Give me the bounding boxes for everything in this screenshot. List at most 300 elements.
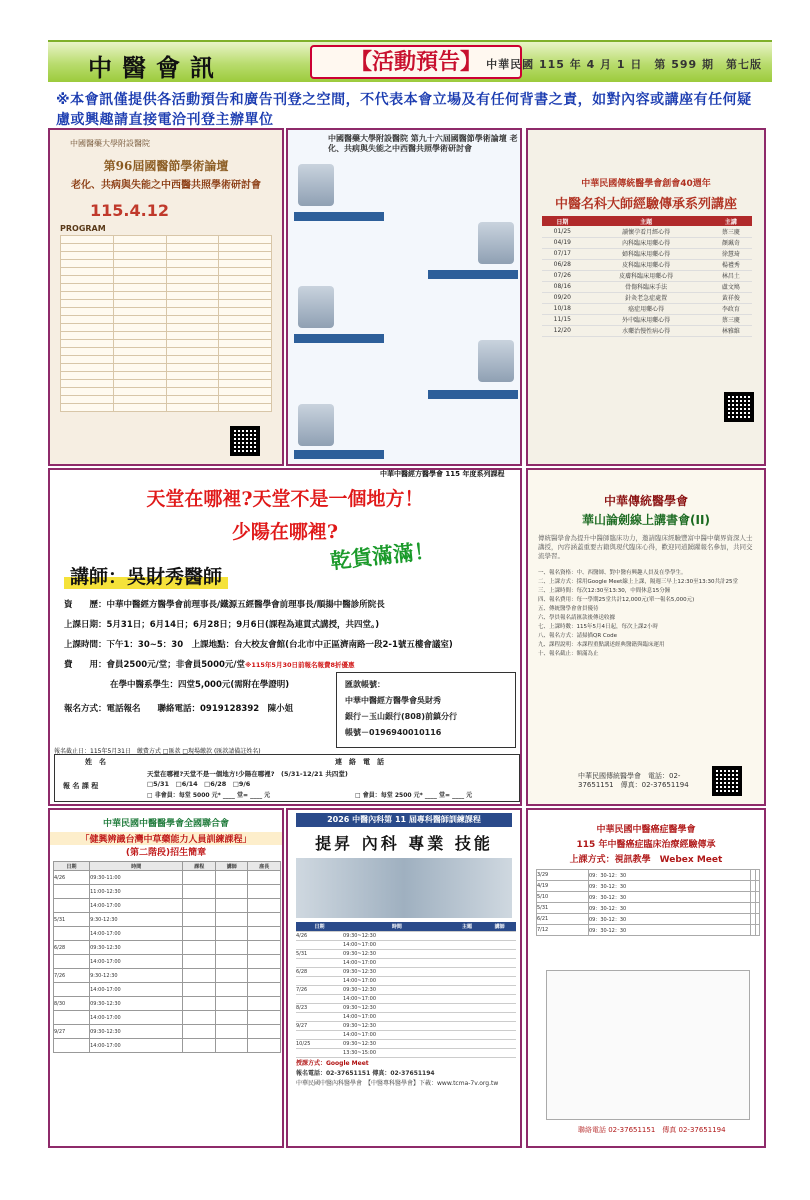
- row-date: 5/31: [296, 949, 343, 958]
- col-header: 日期: [296, 922, 343, 931]
- speaker-photo: [298, 164, 334, 206]
- table-cell: [113, 324, 166, 332]
- table-row: [296, 1048, 516, 1057]
- table-row: [54, 927, 281, 941]
- row-time: 14:00-17:00: [90, 899, 183, 913]
- table-cell: [451, 949, 484, 958]
- row-time: 09：30-12：30: [588, 892, 751, 903]
- ad-online-reading[interactable]: [526, 468, 766, 806]
- row-date: 12/20: [542, 325, 583, 336]
- table-cell: [215, 983, 248, 997]
- table-row: [61, 364, 272, 372]
- row-date: [296, 958, 343, 967]
- instructors-photo: [296, 858, 512, 918]
- table-row: [542, 325, 752, 336]
- table-cell: [166, 372, 219, 380]
- course-banner: 2026 中醫內科第 11 屆專科醫師訓練課程: [296, 813, 512, 827]
- table-row: [296, 931, 516, 940]
- col-date: 日期: [542, 216, 583, 226]
- bank-account-box: [336, 672, 516, 748]
- association-name: 中華傳統醫學會: [603, 494, 688, 508]
- table-row: [54, 969, 281, 983]
- table-row: [54, 913, 281, 927]
- table-row: [542, 281, 752, 292]
- table-cell: [183, 941, 216, 955]
- form-phone-label: 連 絡 電 話: [335, 758, 384, 766]
- table-cell: [219, 332, 272, 340]
- table-cell: [219, 348, 272, 356]
- row-date: [54, 927, 90, 941]
- training-subtitle: (第二階段)招生簡章: [125, 848, 207, 858]
- row-time: 09:30~12:30: [343, 949, 451, 958]
- table-cell: [219, 316, 272, 324]
- cancer-footer: 聯絡電話 02-37651151 傳真 02-37651194: [578, 1126, 726, 1134]
- row-speaker: 李政育: [710, 303, 752, 314]
- form-member-fee[interactable]: □ 會員：每堂 2500 元* ____ 堂= ____ 元: [355, 792, 473, 799]
- row-speaker: 楊禮秀: [710, 259, 752, 270]
- row-date: 9/27: [296, 1021, 343, 1030]
- row-speaker: 黃祥俊: [710, 292, 752, 303]
- table-row: [61, 276, 272, 284]
- table-cell: [61, 388, 114, 396]
- table-cell: [61, 260, 114, 268]
- speakers-heading: 中國醫藥大學附設醫院 第九十六屆國醫節學術論壇 老化、共病與失能之中西醫共照學術研討會: [328, 134, 518, 153]
- row-date: 6/28: [54, 941, 90, 955]
- row-time: 14:00~17:00: [343, 976, 451, 985]
- row-date: 3/29: [537, 870, 589, 881]
- table-cell: [166, 252, 219, 260]
- table-cell: [183, 997, 216, 1011]
- table-cell: [166, 300, 219, 308]
- fee-text: 費 用：會員2500元/堂；非會員5000元/堂: [64, 660, 246, 670]
- table-cell: [113, 388, 166, 396]
- table-cell: [166, 356, 219, 364]
- table-cell: [166, 340, 219, 348]
- lecture-series-org: 中華民國傳統醫學會創會40週年: [581, 179, 711, 189]
- row-date: [54, 885, 90, 899]
- table-row: [54, 1039, 281, 1053]
- account-number: 帳號－0196940010116: [345, 728, 442, 737]
- row-date: 5/10: [537, 892, 589, 903]
- row-time: 14:00-17:00: [90, 1011, 183, 1025]
- table-cell: [215, 941, 248, 955]
- table-cell: [166, 284, 219, 292]
- table-row: [61, 300, 272, 308]
- cancer-schedule-table: [536, 869, 760, 936]
- table-cell: [113, 316, 166, 324]
- col-header: 時間: [343, 922, 451, 931]
- table-cell: [451, 994, 484, 1003]
- table-cell: [219, 388, 272, 396]
- table-cell: [166, 404, 219, 412]
- table-cell: [248, 899, 281, 913]
- table-cell: [166, 244, 219, 252]
- table-cell: [113, 236, 166, 244]
- row-time: 11:00-12:30: [90, 885, 183, 899]
- table-row: [537, 892, 760, 903]
- table-row: [61, 380, 272, 388]
- table-cell: [248, 969, 281, 983]
- row-speaker: 林雅維: [710, 325, 752, 336]
- table-cell: [113, 252, 166, 260]
- table-cell: [755, 925, 759, 936]
- form-date-checkboxes[interactable]: □5/31 □6/14 □6/28 □9/6: [147, 780, 251, 788]
- table-cell: [166, 396, 219, 404]
- table-cell: [451, 1030, 484, 1039]
- table-cell: [219, 372, 272, 380]
- table-cell: [166, 268, 219, 276]
- form-nonmember-fee[interactable]: □ 非會員：每堂 5000 元* ____ 堂= ____ 元: [147, 792, 271, 799]
- table-cell: [113, 284, 166, 292]
- row-time: 09:30~12:30: [343, 1021, 451, 1030]
- table-cell: [166, 308, 219, 316]
- table-row: [296, 985, 516, 994]
- detail-line: 三、上課時間：每次12:30至13:30，中間休息15分鐘: [538, 588, 671, 594]
- ad-internal-medicine[interactable]: [286, 808, 522, 1148]
- row-date: 9/27: [54, 1025, 90, 1039]
- speaker-photo: [478, 222, 514, 264]
- table-row: [61, 340, 272, 348]
- table-row: [542, 226, 752, 237]
- table-cell: [183, 969, 216, 983]
- table-cell: [183, 1011, 216, 1025]
- table-row: [54, 997, 281, 1011]
- row-date: [54, 1039, 90, 1053]
- table-cell: [113, 356, 166, 364]
- table-cell: [61, 252, 114, 260]
- row-time: 14:00~17:00: [343, 994, 451, 1003]
- table-cell: [483, 985, 516, 994]
- table-row: [61, 252, 272, 260]
- row-date: 4/26: [54, 871, 90, 885]
- table-cell: [183, 871, 216, 885]
- table-row: [296, 994, 516, 1003]
- ad-herb-training[interactable]: [48, 808, 284, 1148]
- table-row: [61, 372, 272, 380]
- row-time: 09:30~12:30: [343, 1003, 451, 1012]
- qr-code-icon: [724, 392, 754, 422]
- table-cell: [113, 276, 166, 284]
- reading-details: [538, 569, 756, 659]
- table-cell: [219, 396, 272, 404]
- row-date: 6/21: [537, 914, 589, 925]
- speaker-caption-bar: [428, 390, 518, 399]
- form-course-label: 報 名 課 程: [63, 782, 99, 790]
- table-cell: [61, 340, 114, 348]
- table-row: [54, 871, 281, 885]
- registration-form[interactable]: [54, 754, 520, 802]
- table-cell: [113, 340, 166, 348]
- row-date: 5/31: [54, 913, 90, 927]
- table-cell: [183, 927, 216, 941]
- table-row: [61, 268, 272, 276]
- registration-deadline: 報名截止日：115年5月31日 繳費方式 □匯款 □現場繳款 (匯款請備註姓名): [54, 748, 261, 755]
- row-topic: 癌症用藥心得: [583, 303, 710, 314]
- row-topic: 讀懷孕看月經心得: [583, 226, 710, 237]
- series-label: 中華中醫經方醫學會 115 年度系列課程: [380, 470, 505, 478]
- row-time: 9:30-12:30: [90, 969, 183, 983]
- row-time: 14:00~17:00: [343, 1030, 451, 1039]
- table-cell: [166, 364, 219, 372]
- table-cell: [166, 316, 219, 324]
- row-topic: 內科臨床用藥心得: [583, 237, 710, 248]
- table-cell: [451, 1048, 484, 1057]
- table-row: [61, 284, 272, 292]
- table-cell: [215, 913, 248, 927]
- table-cell: [248, 913, 281, 927]
- row-time: 09：30-12：30: [588, 881, 751, 892]
- table-cell: [183, 1025, 216, 1039]
- table-cell: [451, 1012, 484, 1021]
- row-date: 7/26: [54, 969, 90, 983]
- course-headline-2: 少陽在哪裡?: [231, 521, 339, 543]
- row-speaker: 徐慧琦: [710, 248, 752, 259]
- col-header: 主題: [451, 922, 484, 931]
- table-cell: [183, 899, 216, 913]
- class-dates: 上課日期：5月31日；6月14日；6月28日；9月6日(課程為連貫式講授，共四堂。): [64, 620, 380, 630]
- table-cell: [215, 1011, 248, 1025]
- conference-date: 115.4.12: [90, 201, 169, 220]
- row-date: [54, 983, 90, 997]
- table-cell: [219, 404, 272, 412]
- table-cell: [755, 914, 759, 925]
- table-row: [61, 236, 272, 244]
- hospital-name: 中國醫藥大學附設醫院: [70, 139, 150, 148]
- table-cell: [61, 364, 114, 372]
- detail-line: 十、報名截止：額滿為止: [538, 651, 599, 657]
- table-cell: [113, 372, 166, 380]
- table-cell: [166, 292, 219, 300]
- table-cell: [113, 380, 166, 388]
- table-cell: [113, 404, 166, 412]
- fee-note: ※115年5月30日前報名報費8折優惠: [245, 661, 355, 669]
- masthead: [48, 40, 772, 82]
- table-cell: [61, 292, 114, 300]
- table-row: [296, 949, 516, 958]
- row-date: 4/26: [296, 931, 343, 940]
- row-date: [296, 976, 343, 985]
- detail-line: 六、學員報名請匯款後傳送收據: [538, 615, 616, 621]
- table-cell: [166, 236, 219, 244]
- table-cell: [248, 885, 281, 899]
- ad-cancer-course[interactable]: [526, 808, 766, 1148]
- speaker-caption-bar: [428, 270, 518, 279]
- row-time: 9:30-12:30: [90, 913, 183, 927]
- table-cell: [451, 976, 484, 985]
- table-row: [61, 356, 272, 364]
- row-date: 09/20: [542, 292, 583, 303]
- table-cell: [215, 899, 248, 913]
- row-time: 14:00-17:00: [90, 1039, 183, 1053]
- cancer-method: 上課方式：視訊教學 Webex Meet: [569, 855, 723, 865]
- table-cell: [166, 348, 219, 356]
- row-topic: 水藥治慢性病心得: [583, 325, 710, 336]
- row-time: 09:30-12:30: [90, 1025, 183, 1039]
- row-speaker: 盧文鳩: [710, 281, 752, 292]
- table-cell: [219, 324, 272, 332]
- disclaimer: ※本會訊僅提供各活動預告和廣告刊登之空間，不代表本會立場及有任何背書之責，如對內容或講座有任何疑慮或興趣請直接電洽刊登主辦單位: [56, 92, 752, 128]
- table-cell: [219, 244, 272, 252]
- row-date: 07/26: [542, 270, 583, 281]
- table-row: [296, 1003, 516, 1012]
- table-cell: [483, 976, 516, 985]
- training-title: 「健興辨識台灣中草藥能力人員訓練課程」: [50, 832, 282, 845]
- table-cell: [219, 300, 272, 308]
- table-cell: [219, 380, 272, 388]
- row-time: 09：30-12：30: [588, 903, 751, 914]
- table-cell: [248, 1011, 281, 1025]
- table-row: [61, 348, 272, 356]
- table-cell: [483, 949, 516, 958]
- table-row: [54, 885, 281, 899]
- table-row: [542, 270, 752, 281]
- table-cell: [755, 892, 759, 903]
- col-header: 講師: [483, 922, 516, 931]
- table-cell: [183, 983, 216, 997]
- table-cell: [215, 955, 248, 969]
- table-cell: [215, 927, 248, 941]
- table-cell: [248, 941, 281, 955]
- table-row: [61, 260, 272, 268]
- course-slogan: 提昇 內科 專業 技能: [315, 834, 493, 853]
- table-row: [61, 324, 272, 332]
- table-row: [296, 976, 516, 985]
- table-row: [54, 983, 281, 997]
- account-bank: 銀行－玉山銀行(808)前鎮分行: [345, 712, 458, 721]
- row-time: 09:30-12:30: [90, 997, 183, 1011]
- col-topic: 主題: [583, 216, 710, 226]
- table-cell: [483, 1012, 516, 1021]
- row-date: [54, 955, 90, 969]
- table-cell: [219, 340, 272, 348]
- table-cell: [61, 268, 114, 276]
- cancer-title: 115 年中醫癌症臨床治療經驗傳承: [576, 840, 716, 850]
- row-topic: 皮膚科臨床用藥心得: [583, 270, 710, 281]
- row-date: 7/26: [296, 985, 343, 994]
- row-date: 04/19: [542, 237, 583, 248]
- fee: [64, 658, 355, 670]
- detail-line: 九、課程說明：本課程重點講述經典醫籍與臨床運用: [538, 642, 665, 648]
- table-cell: [113, 364, 166, 372]
- row-date: [54, 899, 90, 913]
- cancer-registration-form[interactable]: [546, 970, 750, 1120]
- row-time: 14:00-17:00: [90, 955, 183, 969]
- table-row: [542, 303, 752, 314]
- table-cell: [215, 885, 248, 899]
- lecturer-resume: 資 歷：中華中醫經方醫學會前理事長/鐵源五經醫學會前理事長/順揚中醫診所院長: [64, 600, 385, 610]
- row-time: 09：30-12：30: [588, 914, 751, 925]
- conference-title: 第96屆國醫節學術論壇: [103, 159, 229, 173]
- table-cell: [483, 958, 516, 967]
- table-cell: [113, 396, 166, 404]
- training-table: [53, 861, 281, 1053]
- table-cell: [215, 871, 248, 885]
- table-cell: [61, 380, 114, 388]
- table-row: [61, 292, 272, 300]
- newsletter-title: 中醫會訊: [88, 53, 224, 82]
- table-cell: [483, 1039, 516, 1048]
- row-speaker: 蔡三慶: [710, 314, 752, 325]
- detail-line: 五、傳統醫學會會員優待: [538, 606, 599, 612]
- table-cell: [166, 332, 219, 340]
- row-time: 14:00~17:00: [343, 1012, 451, 1021]
- detail-line: 七、上課時數：115年5月4日起，每次上課2小時: [538, 624, 658, 630]
- reading-title: 華山論劍線上講書會(II): [582, 513, 710, 527]
- table-cell: [483, 1030, 516, 1039]
- ad-course-heaven[interactable]: [48, 468, 522, 806]
- table-cell: [248, 955, 281, 969]
- speaker-caption-bar: [294, 334, 384, 343]
- form-course-title: 天堂在哪裡?天堂不是一個地方!少陽在哪裡? (5/31-12/21 共四堂): [147, 770, 348, 778]
- table-row: [542, 237, 752, 248]
- table-cell: [166, 388, 219, 396]
- ad-lecture-series[interactable]: [526, 128, 766, 466]
- training-org: 中華民國中醫醫學會全國聯合會: [102, 819, 229, 829]
- table-cell: [61, 316, 114, 324]
- table-cell: [61, 276, 114, 284]
- row-date: [296, 1012, 343, 1021]
- table-cell: [61, 324, 114, 332]
- row-time: 09：30-12：30: [588, 870, 751, 881]
- row-speaker: 林昌土: [710, 270, 752, 281]
- table-cell: [61, 300, 114, 308]
- table-cell: [248, 927, 281, 941]
- table-cell: [219, 308, 272, 316]
- ad-speakers-panel[interactable]: [286, 128, 522, 466]
- row-time: 09:30~12:30: [343, 1039, 451, 1048]
- table-cell: [219, 252, 272, 260]
- row-time: 13:30~15:00: [343, 1048, 451, 1057]
- lecture-schedule-table: [542, 216, 752, 337]
- table-row: [537, 870, 760, 881]
- row-topic: 皮科臨床用藥心得: [583, 259, 710, 270]
- speaker-photo: [478, 340, 514, 382]
- table-row: [61, 308, 272, 316]
- row-time: 09:30~12:30: [343, 967, 451, 976]
- table-cell: [451, 958, 484, 967]
- slogan: 乾貨滿滿！: [329, 537, 437, 574]
- table-row: [54, 941, 281, 955]
- table-cell: [248, 983, 281, 997]
- col-speaker: 主講: [710, 216, 752, 226]
- col-header: 時間: [90, 862, 183, 871]
- contact-footer: 中華民國傳統醫學會 電話：02-37651151 傳真：02-37651194: [578, 772, 689, 789]
- table-cell: [219, 284, 272, 292]
- speaker-photo: [298, 286, 334, 328]
- row-date: 5/31: [537, 903, 589, 914]
- table-row: [54, 1011, 281, 1025]
- row-topic: 骨傷科臨床手法: [583, 281, 710, 292]
- table-cell: [61, 372, 114, 380]
- table-row: [542, 292, 752, 303]
- table-row: [61, 388, 272, 396]
- row-date: 6/28: [296, 967, 343, 976]
- detail-line: 一、報名資格：中、西醫師、對中醫有興趣人員及在學學生。: [538, 570, 687, 576]
- table-row: [296, 1030, 516, 1039]
- table-row: [542, 259, 752, 270]
- qr-code-icon: [230, 426, 260, 456]
- ad-conference-poster[interactable]: [48, 128, 284, 466]
- table-cell: [183, 1039, 216, 1053]
- table-cell: [755, 881, 759, 892]
- table-cell: [451, 1021, 484, 1030]
- detail-line: 八、報名方式：請掃描QR Code: [538, 633, 617, 639]
- qr-code-icon: [712, 766, 742, 796]
- table-cell: [219, 268, 272, 276]
- table-cell: [483, 940, 516, 949]
- detail-line: 四、報名費用：每一學期25堂共計12,000元(單一報名5,000元): [538, 597, 695, 603]
- table-row: [54, 1025, 281, 1039]
